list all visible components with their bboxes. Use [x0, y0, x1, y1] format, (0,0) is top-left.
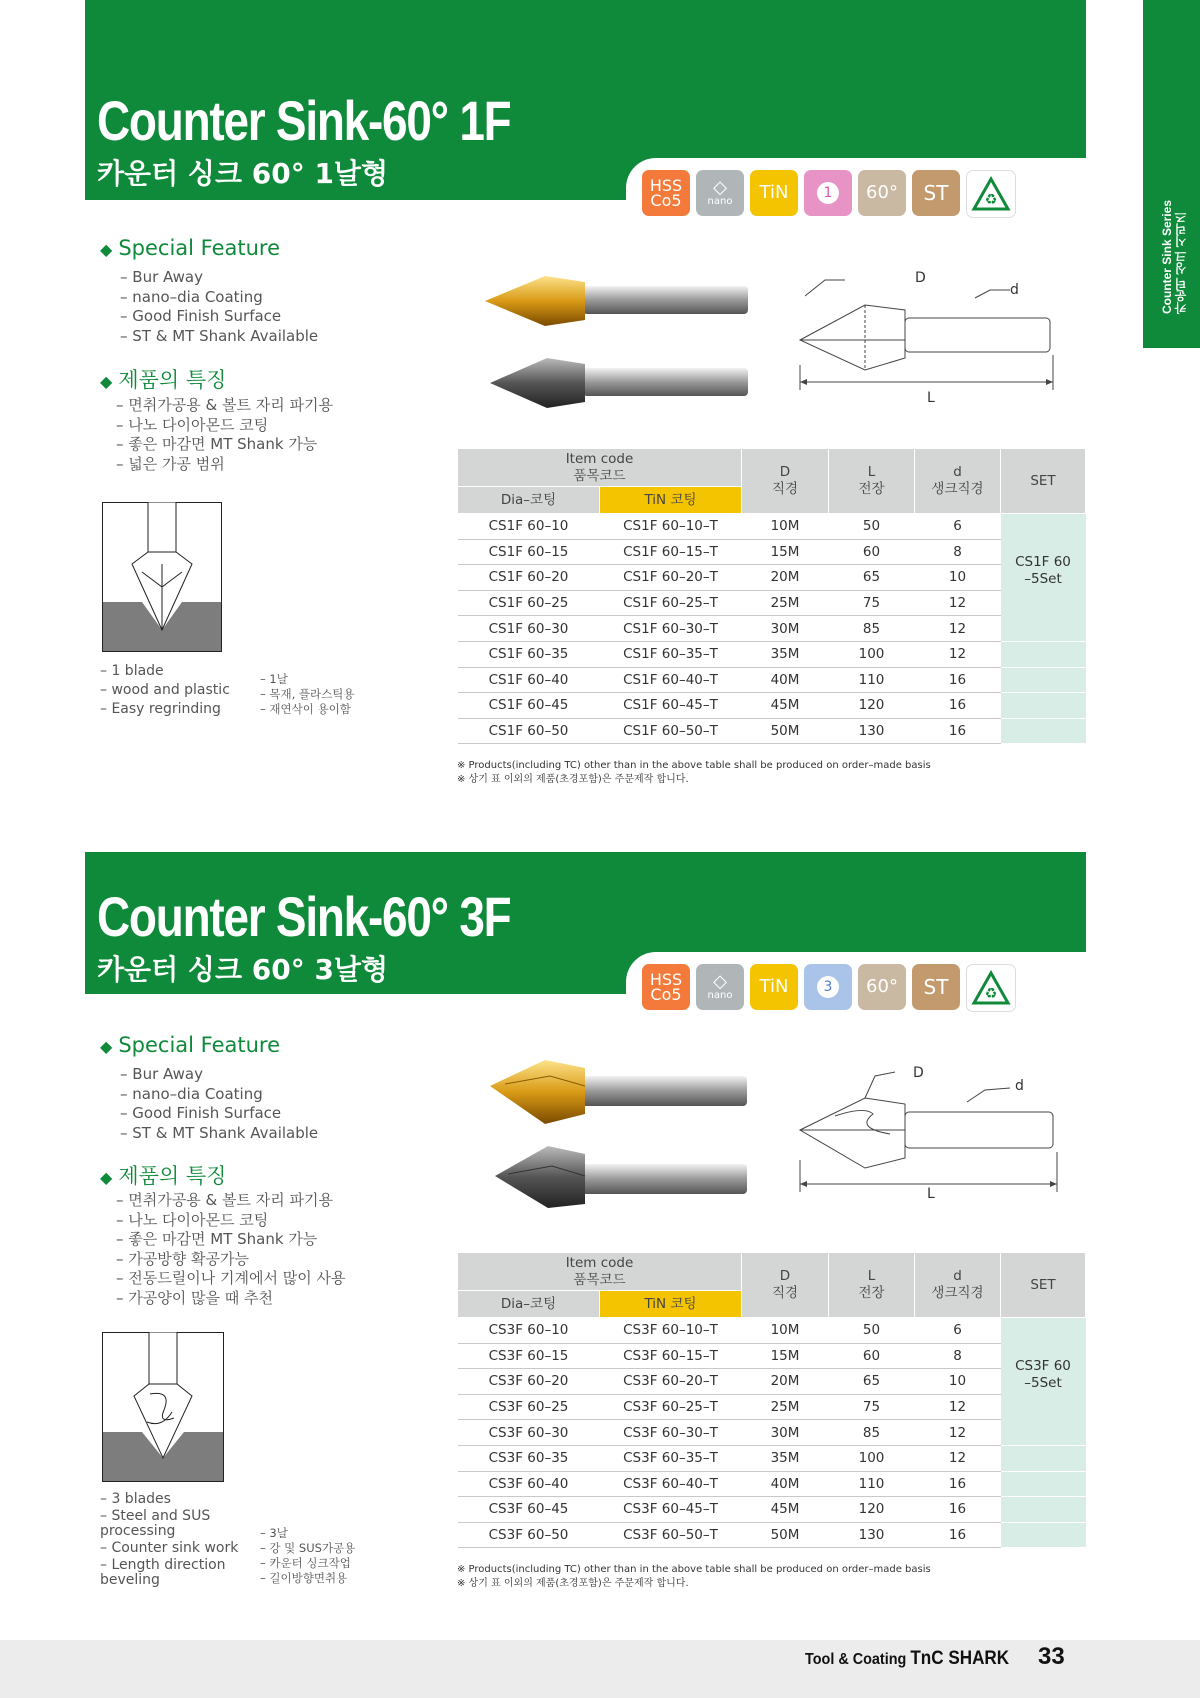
cell-tin-code: CS3F 60–45–T: [600, 1497, 742, 1523]
table-row: [458, 514, 1086, 540]
cell-L: 120: [829, 1497, 915, 1523]
cell-dia-code: CS1F 60–45: [458, 693, 600, 719]
cell-tin-code: CS3F 60–10–T: [600, 1318, 742, 1344]
cell-tin-code: CS1F 60–50–T: [600, 718, 742, 744]
footer-brand-prefix: Tool & Coating: [805, 1651, 907, 1668]
cell-d: 12: [915, 616, 1001, 642]
hss-co5-badge: HSS Co5: [642, 964, 690, 1010]
cell-set-empty: [1001, 1445, 1086, 1471]
cell-set-empty: [1001, 1497, 1086, 1523]
set-value-line-1: CS3F 60: [1015, 1358, 1071, 1374]
cell-d: 6: [915, 514, 1001, 540]
feature-item: – 좋은 마감면 MT Shank 가능: [116, 435, 333, 455]
st-shank-badge: ST: [912, 170, 960, 216]
section-2-features-kr: [116, 1191, 345, 1308]
cell-tin-code: CS3F 60–50–T: [600, 1522, 742, 1548]
cell-d: 10: [915, 1369, 1001, 1395]
section-2-features-en: [120, 1065, 318, 1143]
angle-60-badge: 60°: [858, 170, 906, 216]
cell-D: 25M: [742, 590, 829, 616]
section-1-title-en-text: Counter Sink-60° 1F: [97, 89, 511, 152]
footer-brand-name: TnC SHARK: [910, 1648, 1010, 1669]
cell-dia-code: CS3F 60–20: [458, 1369, 600, 1395]
note-kr: ※ 상기 표 이외의 제품(초경포함)은 주문제작 합니다.: [457, 774, 689, 785]
section-2-spec-table: [457, 1252, 1086, 1548]
feature-item: – Bur Away: [120, 268, 318, 288]
cell-set-empty: [1001, 693, 1086, 719]
cell-L: 110: [829, 1471, 915, 1497]
section-1-usage-en: [100, 662, 230, 719]
table-row: [458, 1445, 1086, 1471]
cell-dia-code: CS1F 60–25: [458, 590, 600, 616]
section-1-feature-head-kr: ◆ 제품의 특징: [100, 368, 227, 392]
one-blade-icon: 1: [804, 170, 852, 216]
cell-dia-code: CS1F 60–30: [458, 616, 600, 642]
col-dia-header: Dia–코팅: [458, 1291, 600, 1318]
section-2-product-photos: [490, 1058, 755, 1208]
cell-D: 40M: [742, 1471, 829, 1497]
cell-L: 75: [829, 590, 915, 616]
cell-tin-code: CS1F 60–30–T: [600, 616, 742, 642]
section-2-dim-L: L: [927, 1186, 935, 1202]
cell-set-empty: [1001, 667, 1086, 693]
feature-item: – Bur Away: [120, 1065, 318, 1085]
footer-brand: [805, 1648, 1009, 1670]
cell-D: 45M: [742, 693, 829, 719]
usage-item: – 목재, 플라스틱용: [260, 687, 354, 702]
cell-L: 100: [829, 1445, 915, 1471]
section-2-feature-head-kr: ◆ 제품의 특징: [100, 1164, 227, 1188]
col-D-header: D 직경: [742, 449, 829, 514]
section-1-feature-head-en: ◆ Special Feature: [100, 236, 281, 260]
table-row: [458, 565, 1086, 591]
table-row: [458, 667, 1086, 693]
section-1-spec-table: [457, 448, 1086, 744]
cell-set-empty: [1001, 1471, 1086, 1497]
feature-item: – nano–dia Coating: [120, 288, 318, 308]
cell-L: 50: [829, 1318, 915, 1344]
tin-badge: TiN: [750, 964, 798, 1010]
cell-L: 110: [829, 667, 915, 693]
tin-badge: TiN: [750, 170, 798, 216]
feature-item: – ST & MT Shank Available: [120, 327, 318, 347]
section-1-usage-kr: [260, 672, 354, 717]
cell-L: 60: [829, 539, 915, 565]
cell-L: 130: [829, 718, 915, 744]
side-tab-text: [1160, 200, 1188, 314]
cell-D: 45M: [742, 1497, 829, 1523]
cell-d: 12: [915, 590, 1001, 616]
usage-item: – 길이방향면취용: [260, 1571, 355, 1586]
page-number: 33: [1038, 1643, 1065, 1670]
cell-L: 120: [829, 693, 915, 719]
cell-D: 10M: [742, 1318, 829, 1344]
cell-tin-code: CS3F 60–35–T: [600, 1445, 742, 1471]
angle-60-badge: 60°: [858, 964, 906, 1010]
cell-d: 16: [915, 1522, 1001, 1548]
cell-tin-code: CS1F 60–35–T: [600, 641, 742, 667]
cell-dia-code: CS1F 60–15: [458, 539, 600, 565]
table-row: [458, 1497, 1086, 1523]
section-1-work-diagram: [102, 502, 222, 652]
feature-item: – 가공양이 많을 때 추천: [116, 1289, 345, 1309]
cell-tin-code: CS1F 60–10–T: [600, 514, 742, 540]
cell-d: 16: [915, 1471, 1001, 1497]
cell-dia-code: CS1F 60–35: [458, 641, 600, 667]
three-blade-icon: 3: [804, 964, 852, 1010]
col-L-header: L 전장: [829, 449, 915, 514]
cell-tin-code: CS1F 60–45–T: [600, 693, 742, 719]
usage-item: – Length direction beveling: [100, 1558, 240, 1588]
set-value-line-1: CS1F 60: [1015, 554, 1071, 570]
cell-L: 75: [829, 1394, 915, 1420]
table-row: [458, 1522, 1086, 1548]
cell-dia-code: CS1F 60–20: [458, 565, 600, 591]
recycle-icon: [966, 170, 1016, 218]
table-row: [458, 1318, 1086, 1344]
note-en: ※ Products(including TC) other than in the above table shall be produced on order–made basis: [457, 1564, 931, 1575]
cell-d: 8: [915, 539, 1001, 565]
cell-L: 85: [829, 616, 915, 642]
cell-set-empty: [1001, 641, 1086, 667]
cell-dia-code: CS3F 60–30: [458, 1420, 600, 1446]
col-set-header: SET: [1001, 1253, 1086, 1318]
section-2-title-en: Counter Sink-60° 3F: [97, 885, 511, 948]
cell-tin-code: CS1F 60–40–T: [600, 667, 742, 693]
nano-diamond-icon: ◇ nano: [696, 964, 744, 1010]
nano-diamond-icon: ◇ nano: [696, 170, 744, 216]
usage-item: – 카운터 싱크작업: [260, 1556, 355, 1571]
cell-set: [1001, 1318, 1086, 1446]
cell-dia-code: CS3F 60–15: [458, 1343, 600, 1369]
section-2-dim-D: D: [913, 1065, 924, 1081]
cell-dia-code: CS1F 60–10: [458, 514, 600, 540]
footer-bar: [0, 1640, 1200, 1698]
feature-item: – 나노 다이아몬드 코팅: [116, 416, 333, 436]
section-2-table-body: [458, 1318, 1086, 1548]
usage-item: – 1 blade: [100, 662, 230, 681]
section-1-dim-d: d: [1010, 282, 1019, 298]
usage-item: – 1날: [260, 672, 354, 687]
usage-item: – Easy regrinding: [100, 700, 230, 719]
recycle-icon: [966, 964, 1016, 1012]
cell-L: 50: [829, 514, 915, 540]
cell-tin-code: CS1F 60–20–T: [600, 565, 742, 591]
col-d-header: d 생크직경: [915, 449, 1001, 514]
cell-dia-code: CS3F 60–40: [458, 1471, 600, 1497]
cell-L: 60: [829, 1343, 915, 1369]
cell-tin-code: CS3F 60–40–T: [600, 1471, 742, 1497]
cell-tin-code: CS3F 60–15–T: [600, 1343, 742, 1369]
usage-item: – 재연삭이 용이함: [260, 702, 354, 717]
col-tin-header: TiN 코팅: [600, 1291, 742, 1318]
note-en: ※ Products(including TC) other than in the above table shall be produced on order–made basis: [457, 760, 931, 771]
col-tin-header: TiN 코팅: [600, 487, 742, 514]
cell-D: 50M: [742, 718, 829, 744]
cell-d: 10: [915, 565, 1001, 591]
table-row: [458, 590, 1086, 616]
cell-dia-code: CS1F 60–40: [458, 667, 600, 693]
cell-d: 16: [915, 1497, 1001, 1523]
cell-d: 12: [915, 1394, 1001, 1420]
cell-D: 15M: [742, 539, 829, 565]
st-shank-badge: ST: [912, 964, 960, 1010]
section-1-dim-D: D: [915, 270, 926, 286]
table-row: [458, 1369, 1086, 1395]
item-code-header: Item code 품목코드: [458, 449, 742, 487]
cell-set: [1001, 514, 1086, 642]
cell-L: 65: [829, 565, 915, 591]
cell-D: 15M: [742, 1343, 829, 1369]
usage-item: – wood and plastic: [100, 681, 230, 700]
cell-D: 35M: [742, 1445, 829, 1471]
col-dia-header: Dia–코팅: [458, 487, 600, 514]
section-2-dim-d: d: [1015, 1078, 1024, 1094]
side-tab-en: Counter Sink Series: [1160, 200, 1174, 315]
set-value-line-2: –5Set: [1024, 571, 1062, 587]
usage-item: – 3날: [260, 1526, 355, 1541]
cell-tin-code: CS1F 60–25–T: [600, 590, 742, 616]
set-value-line-2: –5Set: [1024, 1375, 1062, 1391]
cell-set-empty: [1001, 1522, 1086, 1548]
cell-d: 8: [915, 1343, 1001, 1369]
table-row: [458, 1471, 1086, 1497]
feature-item: – 가공방향 확공가능: [116, 1250, 345, 1270]
cell-D: 30M: [742, 616, 829, 642]
cell-d: 12: [915, 1420, 1001, 1446]
cell-D: 50M: [742, 1522, 829, 1548]
table-row: [458, 1343, 1086, 1369]
cell-dia-code: CS1F 60–50: [458, 718, 600, 744]
cell-d: 16: [915, 667, 1001, 693]
cell-tin-code: CS1F 60–15–T: [600, 539, 742, 565]
cell-dia-code: CS3F 60–50: [458, 1522, 600, 1548]
section-2-badges: [642, 964, 1016, 1012]
cell-D: 20M: [742, 1369, 829, 1395]
cell-D: 35M: [742, 641, 829, 667]
svg-text:♻: ♻: [984, 986, 998, 1002]
cell-dia-code: CS3F 60–25: [458, 1394, 600, 1420]
feature-item: – 좋은 마감면 MT Shank 가능: [116, 1230, 345, 1250]
section-1-dim-L: L: [927, 390, 935, 406]
cell-d: 12: [915, 1445, 1001, 1471]
cell-d: 6: [915, 1318, 1001, 1344]
col-D-header: D 직경: [742, 1253, 829, 1318]
table-row: [458, 718, 1086, 744]
section-2-feature-head-en: ◆ Special Feature: [100, 1033, 281, 1057]
table-row: [458, 693, 1086, 719]
table-row: [458, 641, 1086, 667]
section-1-note: [457, 759, 931, 787]
section-2-usage-kr: [260, 1526, 355, 1586]
table-row: [458, 1394, 1086, 1420]
section-2-work-diagram: [102, 1332, 224, 1482]
cell-L: 65: [829, 1369, 915, 1395]
cell-tin-code: CS3F 60–20–T: [600, 1369, 742, 1395]
cell-dia-code: CS3F 60–45: [458, 1497, 600, 1523]
cell-D: 20M: [742, 565, 829, 591]
cell-d: 12: [915, 641, 1001, 667]
feature-item: – 넓은 가공 범위: [116, 455, 333, 475]
cell-D: 10M: [742, 514, 829, 540]
cell-tin-code: CS3F 60–25–T: [600, 1394, 742, 1420]
note-kr: ※ 상기 표 이외의 제품(초경포함)은 주문제작 합니다.: [457, 1578, 689, 1589]
cell-L: 130: [829, 1522, 915, 1548]
feature-item: – Good Finish Surface: [120, 1104, 318, 1124]
cell-D: 30M: [742, 1420, 829, 1446]
feature-item: – ST & MT Shank Available: [120, 1124, 318, 1144]
cell-D: 25M: [742, 1394, 829, 1420]
usage-item: – Counter sink work: [100, 1539, 240, 1558]
side-tab-kr: 카운터 싱크 시리즈: [1174, 211, 1188, 315]
usage-item: – Steel and SUS processing: [100, 1509, 240, 1539]
section-1-features-en: [120, 268, 318, 346]
cell-L: 100: [829, 641, 915, 667]
feature-item: – nano–dia Coating: [120, 1085, 318, 1105]
item-code-header: Item code 품목코드: [458, 1253, 742, 1291]
table-row: [458, 1420, 1086, 1446]
feature-item: – 면취가공용 & 볼트 자리 파기용: [116, 1191, 345, 1211]
usage-item: – 3 blades: [100, 1490, 240, 1509]
cell-dia-code: CS3F 60–35: [458, 1445, 600, 1471]
section-1-product-photos: [485, 268, 755, 408]
table-row: [458, 616, 1086, 642]
section-1-badges: [642, 170, 1016, 218]
col-L-header: L 전장: [829, 1253, 915, 1318]
section-1-title-kr-text: 카운터 싱크 60° 1날형: [97, 157, 389, 190]
feature-item: – 전동드릴이나 기계에서 많이 사용: [116, 1269, 345, 1289]
cell-set-empty: [1001, 718, 1086, 744]
svg-text:♻: ♻: [984, 192, 998, 208]
cell-d: 16: [915, 693, 1001, 719]
feature-item: – 면취가공용 & 볼트 자리 파기용: [116, 396, 333, 416]
cell-tin-code: CS3F 60–30–T: [600, 1420, 742, 1446]
hss-co5-badge: HSS Co5: [642, 170, 690, 216]
section-2-note: [457, 1563, 931, 1591]
feature-item: – 나노 다이아몬드 코팅: [116, 1211, 345, 1231]
cell-D: 40M: [742, 667, 829, 693]
section-2-title-kr: 카운터 싱크 60° 3날형: [97, 953, 389, 986]
usage-item: – 강 및 SUS가공용: [260, 1541, 355, 1556]
table-row: [458, 539, 1086, 565]
col-d-header: d 생크직경: [915, 1253, 1001, 1318]
cell-L: 85: [829, 1420, 915, 1446]
cell-d: 16: [915, 718, 1001, 744]
cell-dia-code: CS3F 60–10: [458, 1318, 600, 1344]
section-1-table-body: [458, 514, 1086, 744]
section-2-usage-en: [100, 1490, 240, 1588]
section-1-features-kr: [116, 396, 333, 474]
col-set-header: SET: [1001, 449, 1086, 514]
feature-item: – Good Finish Surface: [120, 307, 318, 327]
